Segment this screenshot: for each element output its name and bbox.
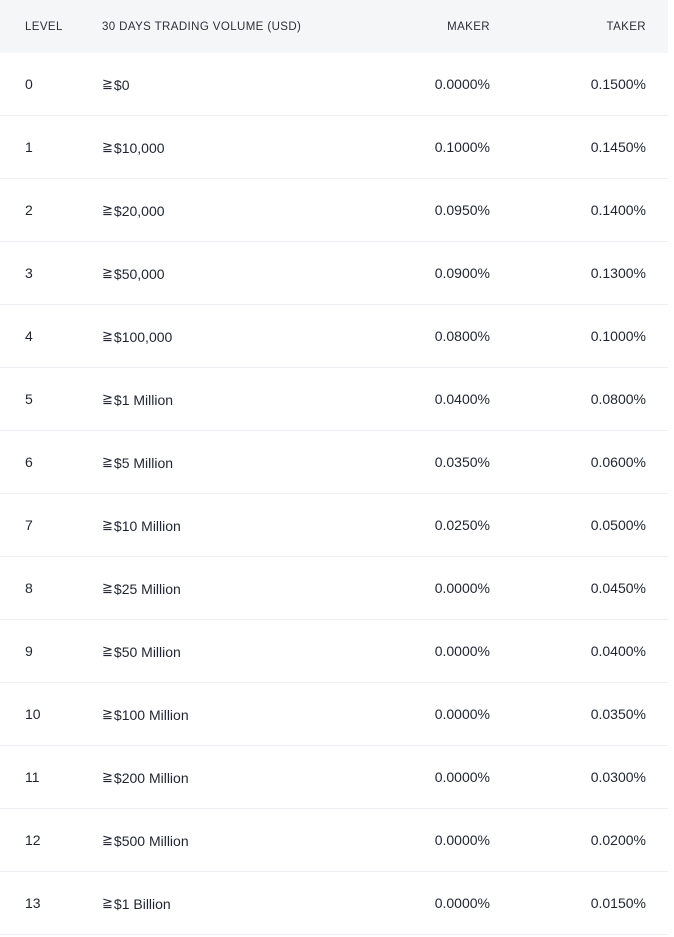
- cell-level: 1: [25, 139, 33, 155]
- cell-level: 12: [25, 832, 41, 848]
- table-row: [0, 368, 668, 431]
- table-header: [0, 0, 668, 53]
- cell-taker-fee: 0.0800%: [590, 391, 646, 407]
- table-row: [0, 53, 668, 116]
- volume-threshold: [102, 896, 171, 912]
- cell-volume: [102, 138, 362, 156]
- cell-volume: [102, 264, 362, 282]
- cell-maker-fee: 0.0800%: [434, 328, 490, 344]
- greater-or-equal-symbol: ≧: [102, 329, 113, 345]
- volume-value: $50,000: [113, 265, 165, 282]
- cell-level: 7: [25, 517, 33, 533]
- greater-or-equal-symbol: ≧: [102, 140, 113, 156]
- cell-maker-fee: 0.0000%: [434, 895, 490, 911]
- volume-value: $5 Million: [113, 454, 174, 471]
- volume-threshold: [102, 518, 181, 534]
- cell-level: 10: [25, 706, 41, 722]
- table-row: [0, 179, 668, 242]
- table-row: [0, 746, 668, 809]
- table-row: [0, 872, 668, 935]
- cell-taker-fee: 0.0200%: [590, 832, 646, 848]
- volume-value: $200 Million: [113, 769, 189, 786]
- greater-or-equal-symbol: ≧: [102, 833, 113, 849]
- cell-taker-fee: 0.0500%: [590, 517, 646, 533]
- table-row: [0, 809, 668, 872]
- cell-volume: [102, 642, 362, 660]
- volume-value: $10 Million: [113, 517, 181, 534]
- cell-maker-fee: 0.0000%: [434, 76, 490, 92]
- table-body: [0, 53, 668, 935]
- cell-level: 8: [25, 580, 33, 596]
- cell-maker-fee: 0.0400%: [434, 391, 490, 407]
- table-row: [0, 242, 668, 305]
- cell-taker-fee: 0.1500%: [590, 76, 646, 92]
- cell-maker-fee: 0.0350%: [434, 454, 490, 470]
- cell-volume: [102, 327, 362, 345]
- cell-maker-fee: 0.1000%: [434, 139, 490, 155]
- cell-volume: [102, 831, 362, 849]
- cell-volume: [102, 705, 362, 723]
- volume-threshold: [102, 77, 129, 93]
- cell-taker-fee: 0.1300%: [590, 265, 646, 281]
- volume-value: $100 Million: [113, 706, 189, 723]
- header-taker: TAKER: [606, 20, 646, 33]
- cell-taker-fee: 0.0300%: [590, 769, 646, 785]
- greater-or-equal-symbol: ≧: [102, 77, 113, 93]
- cell-level: 6: [25, 454, 33, 470]
- cell-volume: [102, 579, 362, 597]
- cell-taker-fee: 0.0150%: [590, 895, 646, 911]
- cell-taker-fee: 0.1400%: [590, 202, 646, 218]
- cell-level: 13: [25, 895, 41, 911]
- volume-threshold: [102, 455, 173, 471]
- volume-threshold: [102, 203, 165, 219]
- volume-threshold: [102, 329, 172, 345]
- volume-value: $1 Million: [113, 391, 174, 408]
- table-row: [0, 305, 668, 368]
- volume-value: $50 Million: [113, 643, 181, 660]
- cell-maker-fee: 0.0950%: [434, 202, 490, 218]
- cell-taker-fee: 0.0350%: [590, 706, 646, 722]
- header-volume: 30 DAYS TRADING VOLUME (USD): [102, 20, 302, 33]
- greater-or-equal-symbol: ≧: [102, 896, 113, 912]
- cell-volume: [102, 201, 362, 219]
- cell-maker-fee: 0.0900%: [434, 265, 490, 281]
- cell-level: 5: [25, 391, 33, 407]
- cell-taker-fee: 0.0450%: [590, 580, 646, 596]
- volume-value: $500 Million: [113, 832, 189, 849]
- header-level: LEVEL: [25, 20, 63, 33]
- volume-value: $100,000: [113, 328, 173, 345]
- cell-maker-fee: 0.0000%: [434, 832, 490, 848]
- cell-volume: [102, 453, 362, 471]
- volume-threshold: [102, 644, 181, 660]
- table-row: [0, 620, 668, 683]
- cell-volume: [102, 768, 362, 786]
- table-row: [0, 431, 668, 494]
- cell-level: 0: [25, 76, 33, 92]
- cell-maker-fee: 0.0000%: [434, 769, 490, 785]
- greater-or-equal-symbol: ≧: [102, 203, 113, 219]
- greater-or-equal-symbol: ≧: [102, 707, 113, 723]
- table-row: [0, 683, 668, 746]
- header-maker: MAKER: [447, 20, 490, 33]
- cell-level: 9: [25, 643, 33, 659]
- table-row: [0, 116, 668, 179]
- cell-maker-fee: 0.0000%: [434, 706, 490, 722]
- cell-volume: [102, 516, 362, 534]
- volume-threshold: [102, 770, 189, 786]
- greater-or-equal-symbol: ≧: [102, 770, 113, 786]
- greater-or-equal-symbol: ≧: [102, 266, 113, 282]
- cell-maker-fee: 0.0250%: [434, 517, 490, 533]
- cell-volume: [102, 894, 362, 912]
- volume-threshold: [102, 581, 181, 597]
- cell-level: 11: [25, 769, 40, 785]
- cell-maker-fee: 0.0000%: [434, 643, 490, 659]
- cell-level: 2: [25, 202, 33, 218]
- cell-maker-fee: 0.0000%: [434, 580, 490, 596]
- volume-value: $1 Billion: [113, 895, 171, 912]
- table-row: [0, 557, 668, 620]
- cell-taker-fee: 0.0400%: [590, 643, 646, 659]
- volume-threshold: [102, 392, 173, 408]
- greater-or-equal-symbol: ≧: [102, 581, 113, 597]
- volume-value: $25 Million: [113, 580, 181, 597]
- cell-taker-fee: 0.1000%: [590, 328, 646, 344]
- volume-threshold: [102, 707, 189, 723]
- volume-threshold: [102, 266, 165, 282]
- greater-or-equal-symbol: ≧: [102, 518, 113, 534]
- volume-value: $20,000: [113, 202, 165, 219]
- table-row: [0, 494, 668, 557]
- volume-threshold: [102, 833, 189, 849]
- volume-threshold: [102, 140, 165, 156]
- cell-taker-fee: 0.0600%: [590, 454, 646, 470]
- greater-or-equal-symbol: ≧: [102, 455, 113, 471]
- cell-volume: [102, 75, 362, 93]
- greater-or-equal-symbol: ≧: [102, 644, 113, 660]
- cell-level: 3: [25, 265, 33, 281]
- cell-volume: [102, 390, 362, 408]
- cell-level: 4: [25, 328, 33, 344]
- cell-taker-fee: 0.1450%: [590, 139, 646, 155]
- greater-or-equal-symbol: ≧: [102, 392, 113, 408]
- volume-value: $10,000: [113, 139, 165, 156]
- volume-value: $0: [113, 76, 130, 93]
